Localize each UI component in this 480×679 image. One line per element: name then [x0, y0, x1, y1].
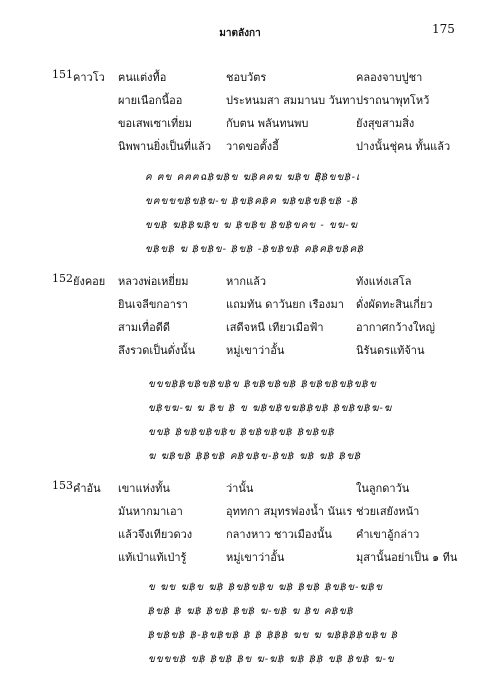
page-number: 175 — [432, 22, 455, 36]
verse-phrase: ลึงรวดเป็นดั่งนั้น — [118, 344, 196, 357]
verse-phrase: ประหนมสา สมมานบ วันทา — [226, 94, 356, 107]
verse-phrase: อุททกา สมุทรฟองน้ำ นันเร — [226, 505, 353, 518]
verse-lines — [118, 479, 458, 571]
verse-line — [118, 68, 458, 91]
running-title: มาตลังกา — [219, 28, 261, 39]
verse-line — [118, 341, 458, 364]
verse-phrase: ยินเจลีขกอารา — [118, 298, 188, 311]
script-line: ขขขข฿ ข฿ ฿ข฿ ฿ข ฆ-ฆ฿ ฆ฿ ฿฿ ข฿ ฿ข฿ ฆ-ข — [148, 654, 395, 665]
verse-phrase: ผายเนือกนี้ออ — [118, 94, 183, 107]
script-line: ข฿ขฆ-ฆ ฆ ฿ข ฿ ข ฆ฿ข฿ขฆ฿฿ข฿ ฿ข฿ข฿ฆ-ฆ — [148, 403, 393, 414]
verse-phrase: อากาศกว้างใหญ่ — [356, 321, 435, 334]
verse-phrase: เขาแห่งทั้น — [118, 482, 170, 495]
verse-line — [118, 525, 458, 548]
script-line: ข฿ข฿ ฆ ฿ข฿ข- ฿ข฿ -฿ข฿ข฿ ค฿ค฿ข฿ค฿ — [145, 244, 365, 255]
verse-phrase: ว่านั้น — [226, 482, 254, 495]
verse-phrase: ทังแห่งเสโล — [356, 275, 412, 288]
verse-title: ยังคอย — [73, 275, 106, 288]
verse-phrase: ดั่งผัดทะสินเกี่ยว — [356, 298, 433, 311]
verse-phrase: กับตน พลันทนพบ — [226, 117, 309, 130]
verse-phrase: คำเขาอู้กล่าว — [356, 528, 420, 541]
verse-phrase: มันหากมาเอา — [118, 505, 183, 518]
verse-phrase: หากแล้ว — [226, 275, 267, 288]
script-line: ฿ข฿ ฿ ฆ฿ ฿ข฿ ฿ข฿ ฆ-ข฿ ฆ ฿ข ค฿ข฿ — [148, 606, 355, 617]
script-line: ค ฅข คฅฅฉ฿ฆ฿ข ฆ฿คฅฆ ฆ฿ข ฿ฺ฿ขข฿-เ — [145, 172, 361, 183]
verse-phrase: ช่วยเสยังหน้า — [356, 505, 420, 518]
verse-phrase: สามเทื่อดีดี — [118, 321, 171, 334]
verse-lines — [118, 68, 458, 160]
verse-line — [118, 91, 458, 114]
verse-phrase: นิพพานยิ่งเป็นที่แล้ว — [118, 140, 212, 153]
verse-title: คำอัน — [73, 482, 101, 495]
verse-phrase: หลวงพ่อเหยี่ยม — [118, 275, 189, 288]
verse-line — [118, 479, 458, 502]
verse-line — [118, 318, 458, 341]
script-line: ขข฿ ฆ฿฿ฆ฿ข ฆ ฿ข฿ข ฿ข฿ขคข - ขฆ-ฆ — [145, 220, 359, 231]
verse-phrase: แถมทัน ดาวันยก เรืองมา — [226, 298, 344, 311]
verse-number: 152 — [52, 272, 73, 285]
verse-phrase: ยังสุขสามสิ่ง — [356, 117, 415, 130]
verse-phrase: ชอบวัตร — [226, 71, 267, 84]
verse-line — [118, 137, 458, 160]
verse-line — [118, 502, 458, 525]
verse-phrase: หมู่เขาว่าอั้น — [226, 551, 285, 564]
verse-phrase: นิรันดรแท้จ้าน — [356, 344, 425, 357]
verse-phrase: หมู่เขาว่าอั้น — [226, 344, 285, 357]
verse-line — [118, 548, 458, 571]
verse-number: 153 — [52, 479, 73, 492]
verse-line — [118, 295, 458, 318]
verse-line — [118, 114, 458, 137]
verse-phrase: มุสานั้นอย่าเป็น ๑ ทีน — [356, 551, 458, 564]
verse-phrase: ปางนั้นชุ่คน ทั้นแล้ว — [356, 140, 451, 153]
script-line: ขฅขขฃ฿ข฿ฆ-ข ฿ข฿ค฿ค ฆ฿ข฿ข฿ข฿ -฿ — [145, 196, 359, 207]
verse-title: คาวโว — [73, 71, 105, 84]
script-line: ฿ข฿ข฿ ฿-฿ข฿ข฿ ฿ ฿ ฿฿฿ ฆข ฆ ฆ฿฿฿฿ข฿ข ฿ — [148, 630, 399, 641]
verse-line — [118, 272, 458, 295]
verse-phrase: ฅนแต่งทื้อ — [118, 71, 167, 84]
script-line: ฆ ฆ฿ข฿ ฿฿ข฿ ค฿ข฿ข-฿ข฿ ฆ฿ ฆ฿ ฿ข฿ — [148, 451, 362, 462]
verse-phrase: ขอเสพเซาเที่ยม — [118, 117, 192, 130]
verse-number: 151 — [52, 68, 73, 81]
verse-phrase: กลางหาว ชาวเมืองนั้น — [226, 528, 332, 541]
verse-lines — [118, 272, 458, 364]
script-transcription — [148, 576, 398, 672]
script-line: ข ฆข ฆ฿ข ฆ฿ ฿ข฿ข฿ข ฆ฿ ฿ข฿ ฿ข฿ข-ฆ฿ข — [148, 582, 384, 593]
script-transcription — [145, 166, 365, 262]
verse-phrase: คลองจาบปูชา — [356, 71, 423, 84]
verse-phrase: ในลูกดาวัน — [356, 482, 410, 495]
verse-phrase: แท้เป่าแท้เป่ารู้ — [118, 551, 187, 564]
script-line: ขขข฿฿ข฿ข฿ข฿ข ฿ข฿ข฿ข฿ ฿ข฿ข฿ข฿ข฿ข — [148, 379, 377, 390]
verse-phrase: วาดขอตั้งอี้ — [226, 140, 279, 153]
verse-phrase: เสดีจหนี เทียวเมือฟ้า — [226, 321, 324, 334]
script-line: ขข฿ ฿ข฿ข฿ข฿ข ฿ข฿ข฿ข฿ ฿ข฿ข฿ — [148, 427, 336, 438]
script-transcription — [148, 373, 392, 469]
verse-phrase: ปราถนาพุทโหว้ — [356, 94, 430, 107]
verse-phrase: แล้วจึงเทียวดวง — [118, 528, 193, 541]
